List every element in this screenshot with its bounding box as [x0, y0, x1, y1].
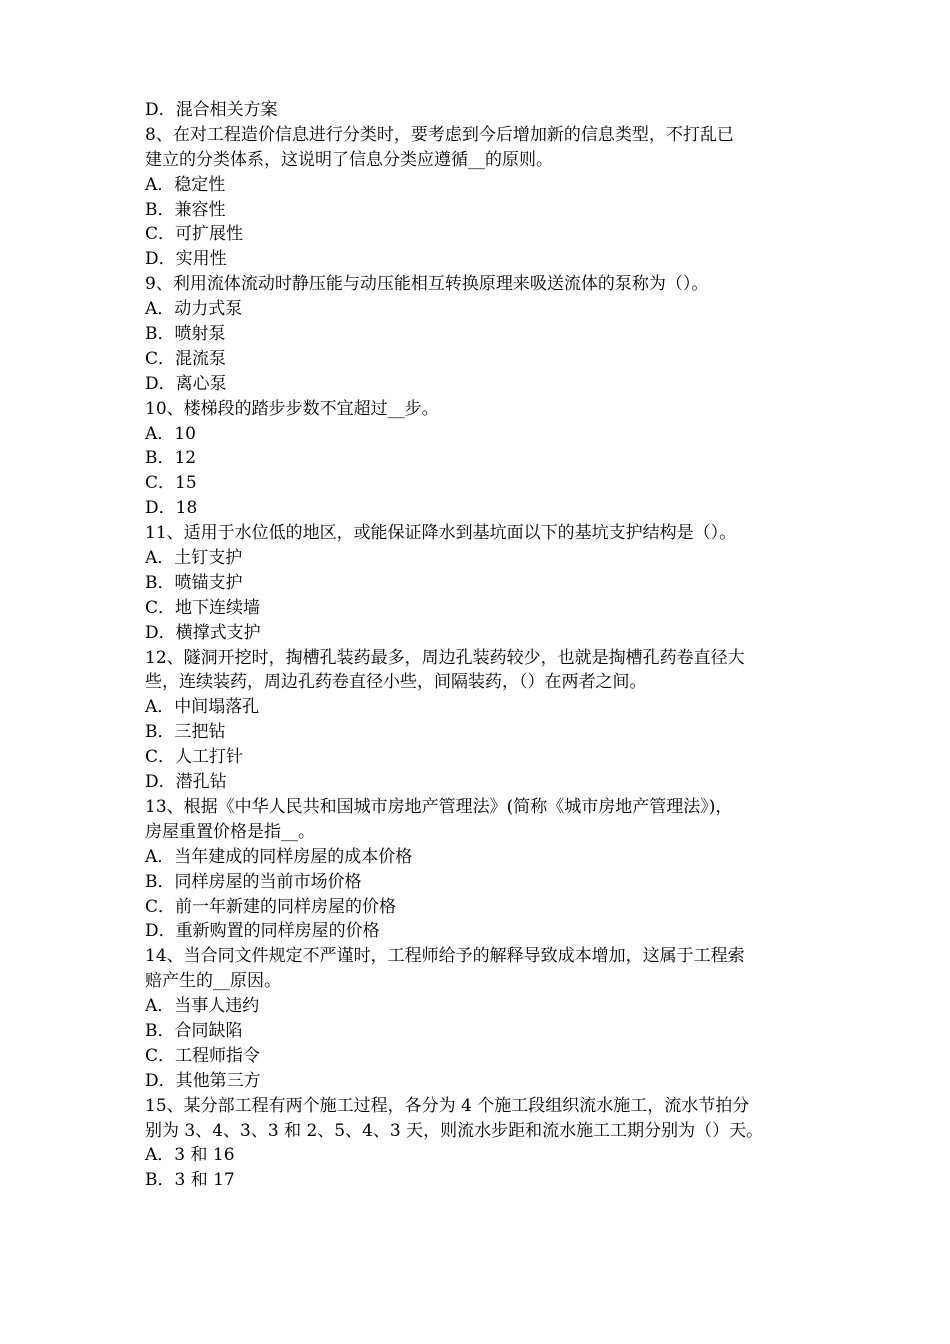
option-line: C．15: [145, 473, 197, 494]
option-line: D．其他第三方: [145, 1070, 261, 1091]
option-line: B．兼容性: [145, 199, 226, 220]
option-line: A．动力式泵: [145, 299, 243, 320]
question-line: 10、楼梯段的踏步步数不宜超过__步。: [145, 398, 439, 419]
option-line: C．可扩展性: [145, 224, 244, 245]
option-line: B．喷射泵: [145, 324, 226, 345]
option-line: B．喷锚支护: [145, 572, 243, 593]
option-line: A．土钉支护: [145, 548, 243, 569]
option-line: D．混合相关方案: [145, 100, 278, 120]
option-line: D．实用性: [145, 249, 227, 270]
option-line: B．同样房屋的当前市场价格: [145, 871, 362, 892]
question-line: 建立的分类体系，这说明了信息分类应遵循__的原则。: [145, 149, 553, 170]
option-line: D．离心泵: [145, 373, 227, 394]
question-line: 赔产生的__原因。: [145, 971, 281, 992]
question-line: 些，连续装药，周边孔药卷直径小些，间隔装药，（）在两者之间。: [145, 672, 647, 693]
question-line: 13、根据《中华人民共和国城市房地产管理法》(简称《城市房地产管理法》)，: [145, 796, 733, 817]
question-line: 9、利用流体流动时静压能与动压能相互转换原理来吸送流体的泵称为（）。: [145, 274, 709, 295]
question-line: 11、适用于水位低的地区，或能保证降水到基坑面以下的基坑支护结构是（）。: [145, 523, 737, 544]
question-line: 别为 3、4、3、3 和 2、5、4、3 天，则流水步距和流水施工工期分别为（）天。: [145, 1120, 764, 1141]
option-line: A．当年建成的同样房屋的成本价格: [145, 846, 413, 867]
question-line: 12、隧洞开挖时，掏槽孔装药最多，周边孔装药较少，也就是掏槽孔药卷直径大: [145, 647, 745, 668]
option-line: D．潜孔钻: [145, 772, 227, 793]
document-body: [145, 98, 825, 1193]
option-line: C．前一年新建的同样房屋的价格: [145, 896, 397, 917]
option-line: A．中间塌落孔: [145, 697, 260, 718]
option-line: A．稳定性: [145, 174, 226, 195]
option-line: C．地下连续墙: [145, 597, 261, 618]
option-line: B．三把钻: [145, 722, 226, 743]
option-line: C．人工打针: [145, 747, 244, 768]
question-line: 房屋重置价格是指__。: [145, 821, 315, 842]
option-line: A．10: [145, 423, 196, 444]
option-line: D．18: [145, 498, 198, 519]
option-line: C．工程师指令: [145, 1045, 261, 1066]
question-line: 15、某分部工程有两个施工过程，各分为 4 个施工段组织流水施工，流水节拍分: [145, 1095, 750, 1116]
option-line: D．重新购置的同样房屋的价格: [145, 921, 380, 942]
option-line: A．当事人违约: [145, 996, 260, 1017]
option-line: D．横撑式支护: [145, 622, 261, 643]
option-line: C．混流泵: [145, 348, 227, 369]
question-line: 8、在对工程造价信息进行分类时，要考虑到今后增加新的信息类型，不打乱已: [145, 124, 734, 145]
option-line: B．12: [145, 448, 197, 469]
option-line: A．3 和 16: [145, 1145, 235, 1166]
option-line: B．3 和 17: [145, 1170, 235, 1191]
question-line: 14、当合同文件规定不严谨时，工程师给予的解释导致成本增加，这属于工程索: [145, 946, 745, 967]
option-line: B．合同缺陷: [145, 1020, 243, 1041]
